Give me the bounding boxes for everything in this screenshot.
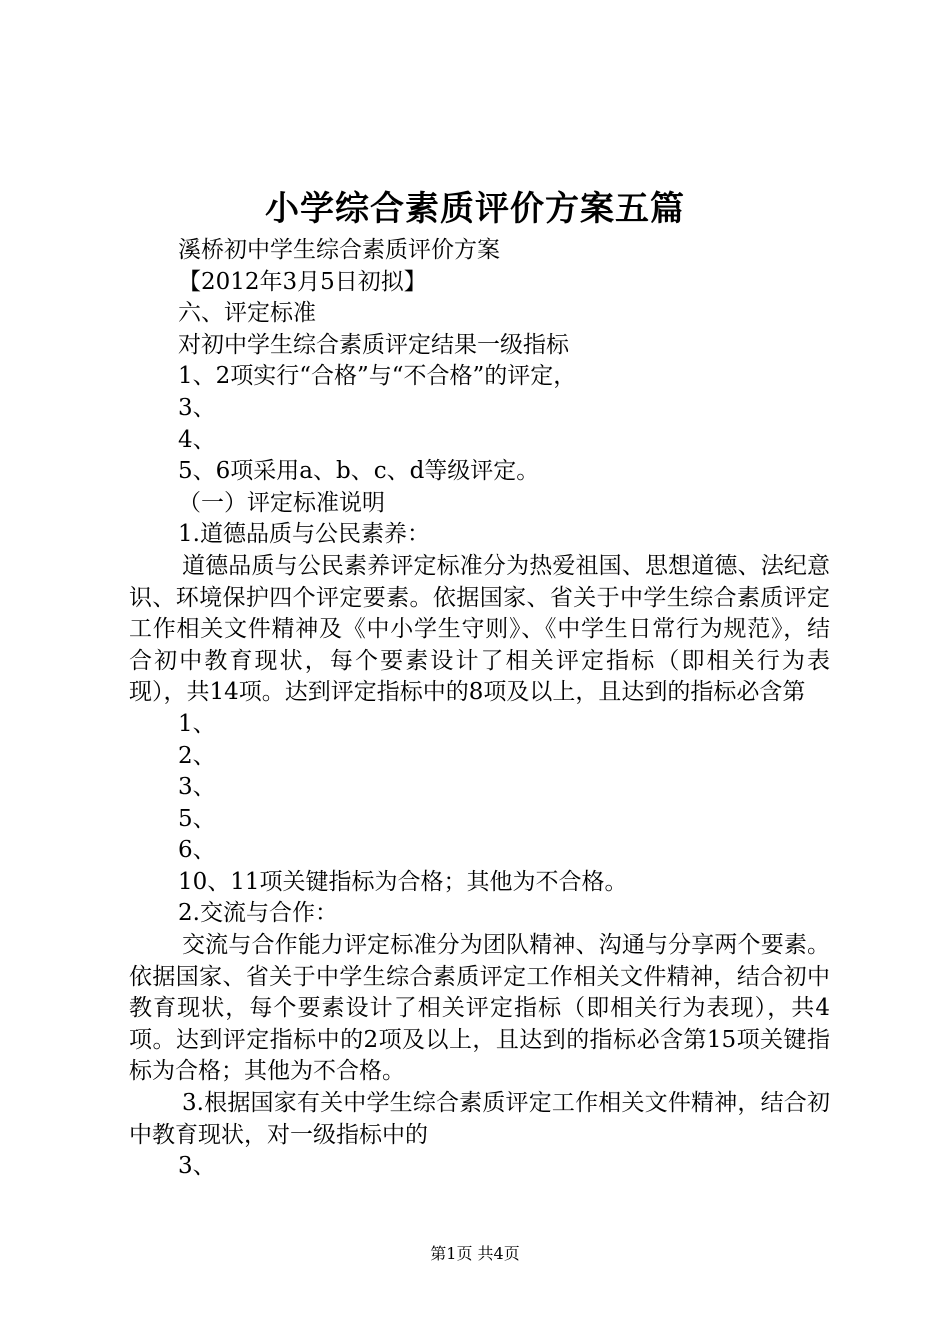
text-line: 5、: [178, 805, 216, 832]
text-line: 2、: [178, 742, 216, 769]
text-line: 1、2项实行“合格”与“不合格”的评定，: [178, 363, 577, 390]
text-line: 5、6项采用a、b、c、d等级评定。: [178, 458, 540, 485]
text-line: 对初中学生综合素质评定结果一级指标: [178, 331, 569, 358]
paragraph-section-3: 3.根据国家有关中学生综合素质评定工作相关文件精神，结合初中教育现状，对一级指标中的: [129, 1090, 830, 1148]
document-body: [129, 235, 830, 1183]
text-line: 6、: [178, 837, 216, 864]
text-line: 溪桥初中学生综合素质评价方案: [178, 237, 500, 263]
text-line: 3、: [178, 394, 216, 421]
text-line: （一）评定标准说明: [178, 489, 385, 516]
text-line: 1、: [178, 710, 216, 737]
text-line: 10、11项关键指标为合格；其他为不合格。: [178, 868, 628, 895]
text-line: 4、: [178, 426, 216, 453]
text-line: 3、: [178, 774, 216, 801]
text-line: 3、: [178, 1153, 216, 1180]
text-line: 【2012年3月5日初拟】: [178, 268, 427, 295]
document-title: 小学综合素质评价方案五篇: [265, 189, 685, 229]
paragraph-communication: 交流与合作能力评定标准分为团队精神、沟通与分享两个要素。依据国家、省关于中学生综合素质评定工作相关文件精神，结合初中教育现状，每个要素设计了相关评定指标（即相关行为表现），共4项。达到评定指标中的2项及以上，且达到的指标必含第15项关键指标为合格；其他为不合格。: [129, 932, 830, 1085]
paragraph-moral-quality: 道德品质与公民素养评定标准分为热爱祖国、思想道德、法纪意识、环境保护四个评定要素。依据国家、省关于中学生综合素质评定工作相关文件精神及《中小学生守则》、《中学生日常行为规范》，结合初中教育现状，每个要素设计了相关评定指标（即相关行为表现），共14项。达到评定指标中的8项及以上，且达到的指标必含第: [129, 552, 830, 706]
page-footer: 第1页 共4页: [430, 1244, 520, 1263]
text-line: 1.道德品质与公民素养：: [178, 521, 430, 548]
text-line: 六、评定标准: [178, 300, 316, 327]
text-line: 2.交流与合作：: [178, 900, 338, 927]
